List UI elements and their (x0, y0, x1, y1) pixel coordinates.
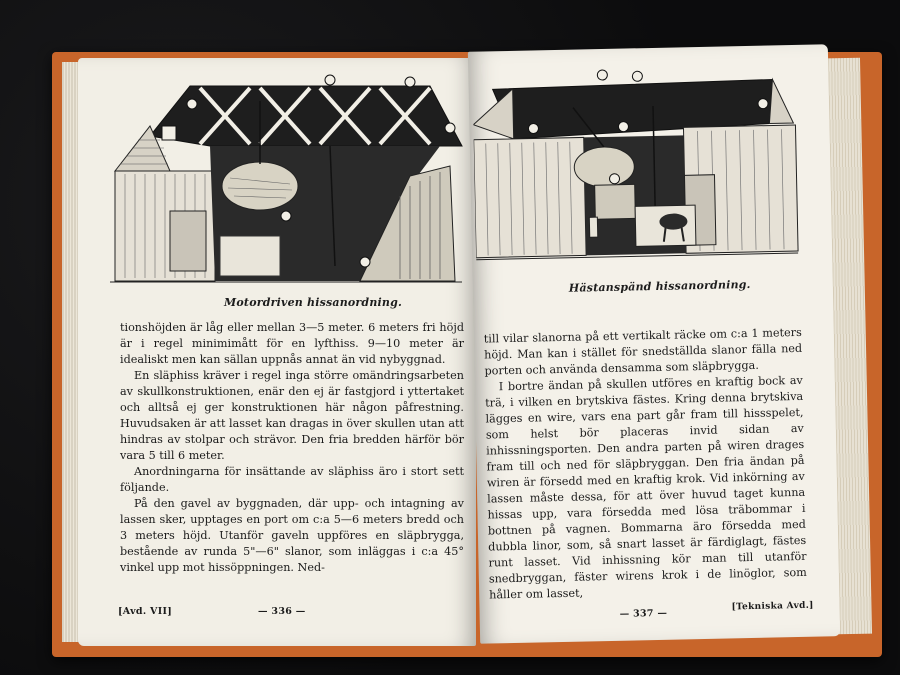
right-paragraph-cont: till vilar slanorna på ett vertikalt räcke om c:a 1 meters höjd. Man kan i stället för snedställda slanor fälla ned porten och använda densamma som släpbrygga. (483, 325, 803, 378)
left-page-number: — 336 — (258, 606, 306, 617)
right-page-number: — 337 — (619, 607, 668, 620)
left-caption: Motordriven hissanordning. (224, 296, 403, 309)
right-section-label: [Tekniska Avd.] (731, 600, 814, 613)
left-paragraph-4: På den gavel av byggnaden, där upp- och intagning av lassen sker, upptages en port om c:a 5—6 meters bredd och 3 meters höjd. Utanför gaveln uppföres en släpbrygga, bestående av runda 5"—6" slanor, som inläggas i c:a 45° vinkel upp mot hissöppningen. Ned- (120, 497, 464, 574)
horse-hoist-illustration (472, 63, 806, 280)
left-page (78, 58, 476, 646)
right-page (468, 44, 840, 643)
right-paragraph-1: I bortre ändan på skullen utföres en kraftig bock av trä, i vilken en brytskiva fästes. Kring denna brytskiva lägges en wire, vars ena part går fram till hissspelet, som helst bör placeras invid sidan av inhissningsporten. Den andra parten på wiren drages fram till och ned för släpbryggan. Den fria ändan på wiren är försedd med en kraftig krok. Vid inkörning av lassen måste dessa, för att över huvud taget kunna hissas upp, vara försedda med lösa träbommar i bottnen på vagnen. Bommarna äro försedda med dubbla linor, som, så snart lasset är färdiglagt, fästes runt lasset. Vid inhissning kör man till utanför snedbryggan, fäster wirens krok i de linöglor, som håller om lasset, (485, 373, 807, 602)
left-section-label: [Avd. VII] (118, 606, 173, 617)
right-caption: Hästanspänd hissanordning. (568, 277, 751, 295)
left-paragraph-1: tionshöjden är låg eller mellan 3—5 meter. 6 meters fri höjd är i regel minimimått för en lyfthiss. 9—10 meter är idealiskt men kan sällan uppnås annat än vid nybyggnad. (120, 321, 464, 366)
right-body-text (484, 325, 808, 604)
left-paragraph-3: Anordningarna för insättande av släphiss äro i stort sett följande. (120, 465, 464, 494)
left-body-text (120, 320, 464, 576)
left-paragraph-2: En släphiss kräver i regel inga större omändringsarbeten av skullkonstruktionen, enär den ej är fastgjord i yttertaket och alltså ej ger konstruktionen här någon påfrestning. Huvudsaken är att lasset kan dragas in över skullen utan att hindras av stolpar och strävor. Den fria bredden härför bör vara 5 till 6 meter. (120, 369, 464, 462)
motor-hoist-illustration (110, 66, 470, 288)
